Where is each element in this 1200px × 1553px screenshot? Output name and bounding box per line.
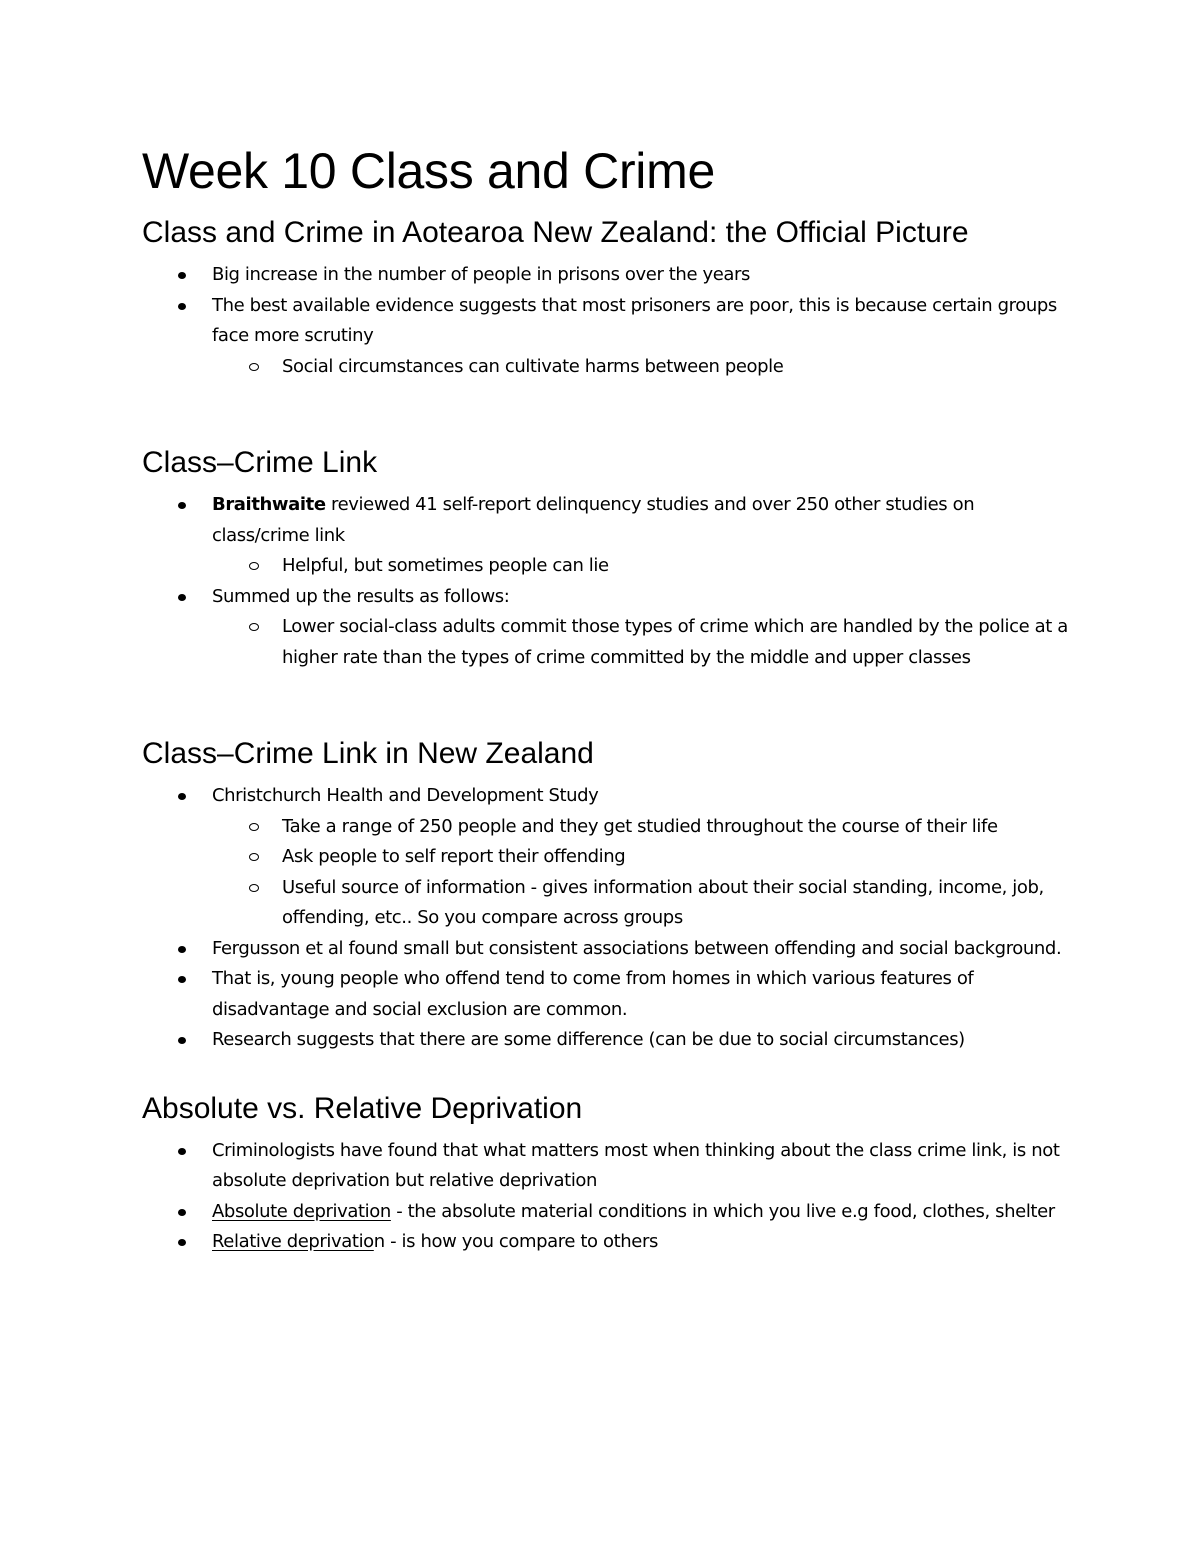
author-name: Braithwaite: [212, 494, 326, 515]
term-absolute-deprivation: Absolute deprivation: [212, 1200, 391, 1222]
list-item: Take a range of 250 people and they get studied throughout the course of their life: [212, 812, 1072, 843]
section-heading: Absolute vs. Relative Deprivation: [142, 1091, 583, 1125]
section-official-picture: [142, 214, 1072, 382]
section-deprivation: [142, 1090, 1072, 1258]
bullet-list: [142, 1136, 1072, 1258]
list-item: Big increase in the number of people in prisons over the years: [142, 260, 1072, 291]
list-item: Social circumstances can cultivate harms between people: [212, 352, 1072, 383]
sub-bullet-list: [212, 812, 1072, 934]
list-item: Criminologists have found that what matters most when thinking about the class crime link, is not absolute deprivation but relative deprivation: [142, 1136, 1072, 1197]
list-item: Research suggests that there are some difference (can be due to social circumstances): [142, 1025, 1072, 1056]
list-item: Summed up the results as follows: Lower social-class adults commit those types of crime which are handled by the police at a higher rate than the types of crime committed by the middle and upper classes: [142, 582, 1072, 674]
sub-bullet-list: [212, 352, 1072, 383]
document-title: Week 10 Class and Crime: [142, 143, 715, 199]
list-item: The best available evidence suggests that most prisoners are poor, this is because certain groups face more scrutiny Social circumstances can cultivate harms between people: [142, 291, 1072, 383]
bullet-list: [142, 490, 1072, 673]
bullet-list: [142, 781, 1072, 1056]
section-class-crime-link: [142, 444, 1072, 673]
list-item: Helpful, but sometimes people can lie: [212, 551, 1072, 582]
list-item: Ask people to self report their offending: [212, 842, 1072, 873]
list-item: Relative deprivation - is how you compare to others: [142, 1227, 1072, 1258]
list-item: Absolute deprivation - the absolute material conditions in which you live e.g food, clothes, shelter: [142, 1197, 1072, 1228]
document-page: [142, 138, 1072, 1258]
section-class-crime-link-nz: [142, 735, 1072, 1056]
list-item: Braithwaite reviewed 41 self-report delinquency studies and over 250 other studies on class/crime link Helpful, but sometimes people can lie: [142, 490, 1072, 582]
term-relative-deprivation: Relative deprivatio: [212, 1231, 374, 1252]
list-item: Lower social-class adults commit those types of crime which are handled by the police at a higher rate than the types of crime committed by the middle and upper classes: [212, 612, 1072, 673]
list-item: Useful source of information - gives information about their social standing, income, job, offending, etc.. So you compare across groups: [212, 873, 1072, 934]
section-heading: Class and Crime in Aotearoa New Zealand: the Official Picture: [142, 216, 969, 249]
bullet-list: [142, 260, 1072, 382]
list-item: Christchurch Health and Development Study Take a range of 250 people and they get studied throughout the course of their life Ask people to self report their offending Useful source of information - gives information about their social standing, income, job, offending, etc.. So you compare across groups: [142, 781, 1072, 934]
section-heading: Class–Crime Link: [142, 446, 378, 479]
sub-bullet-list: [212, 612, 1072, 673]
sub-bullet-list: [212, 551, 1072, 582]
list-item: That is, young people who offend tend to come from homes in which various features of disadvantage and social exclusion are common.: [142, 964, 1072, 1025]
section-heading: Class–Crime Link in New Zealand: [142, 737, 594, 770]
list-item: Fergusson et al found small but consistent associations between offending and social background.: [142, 934, 1072, 965]
